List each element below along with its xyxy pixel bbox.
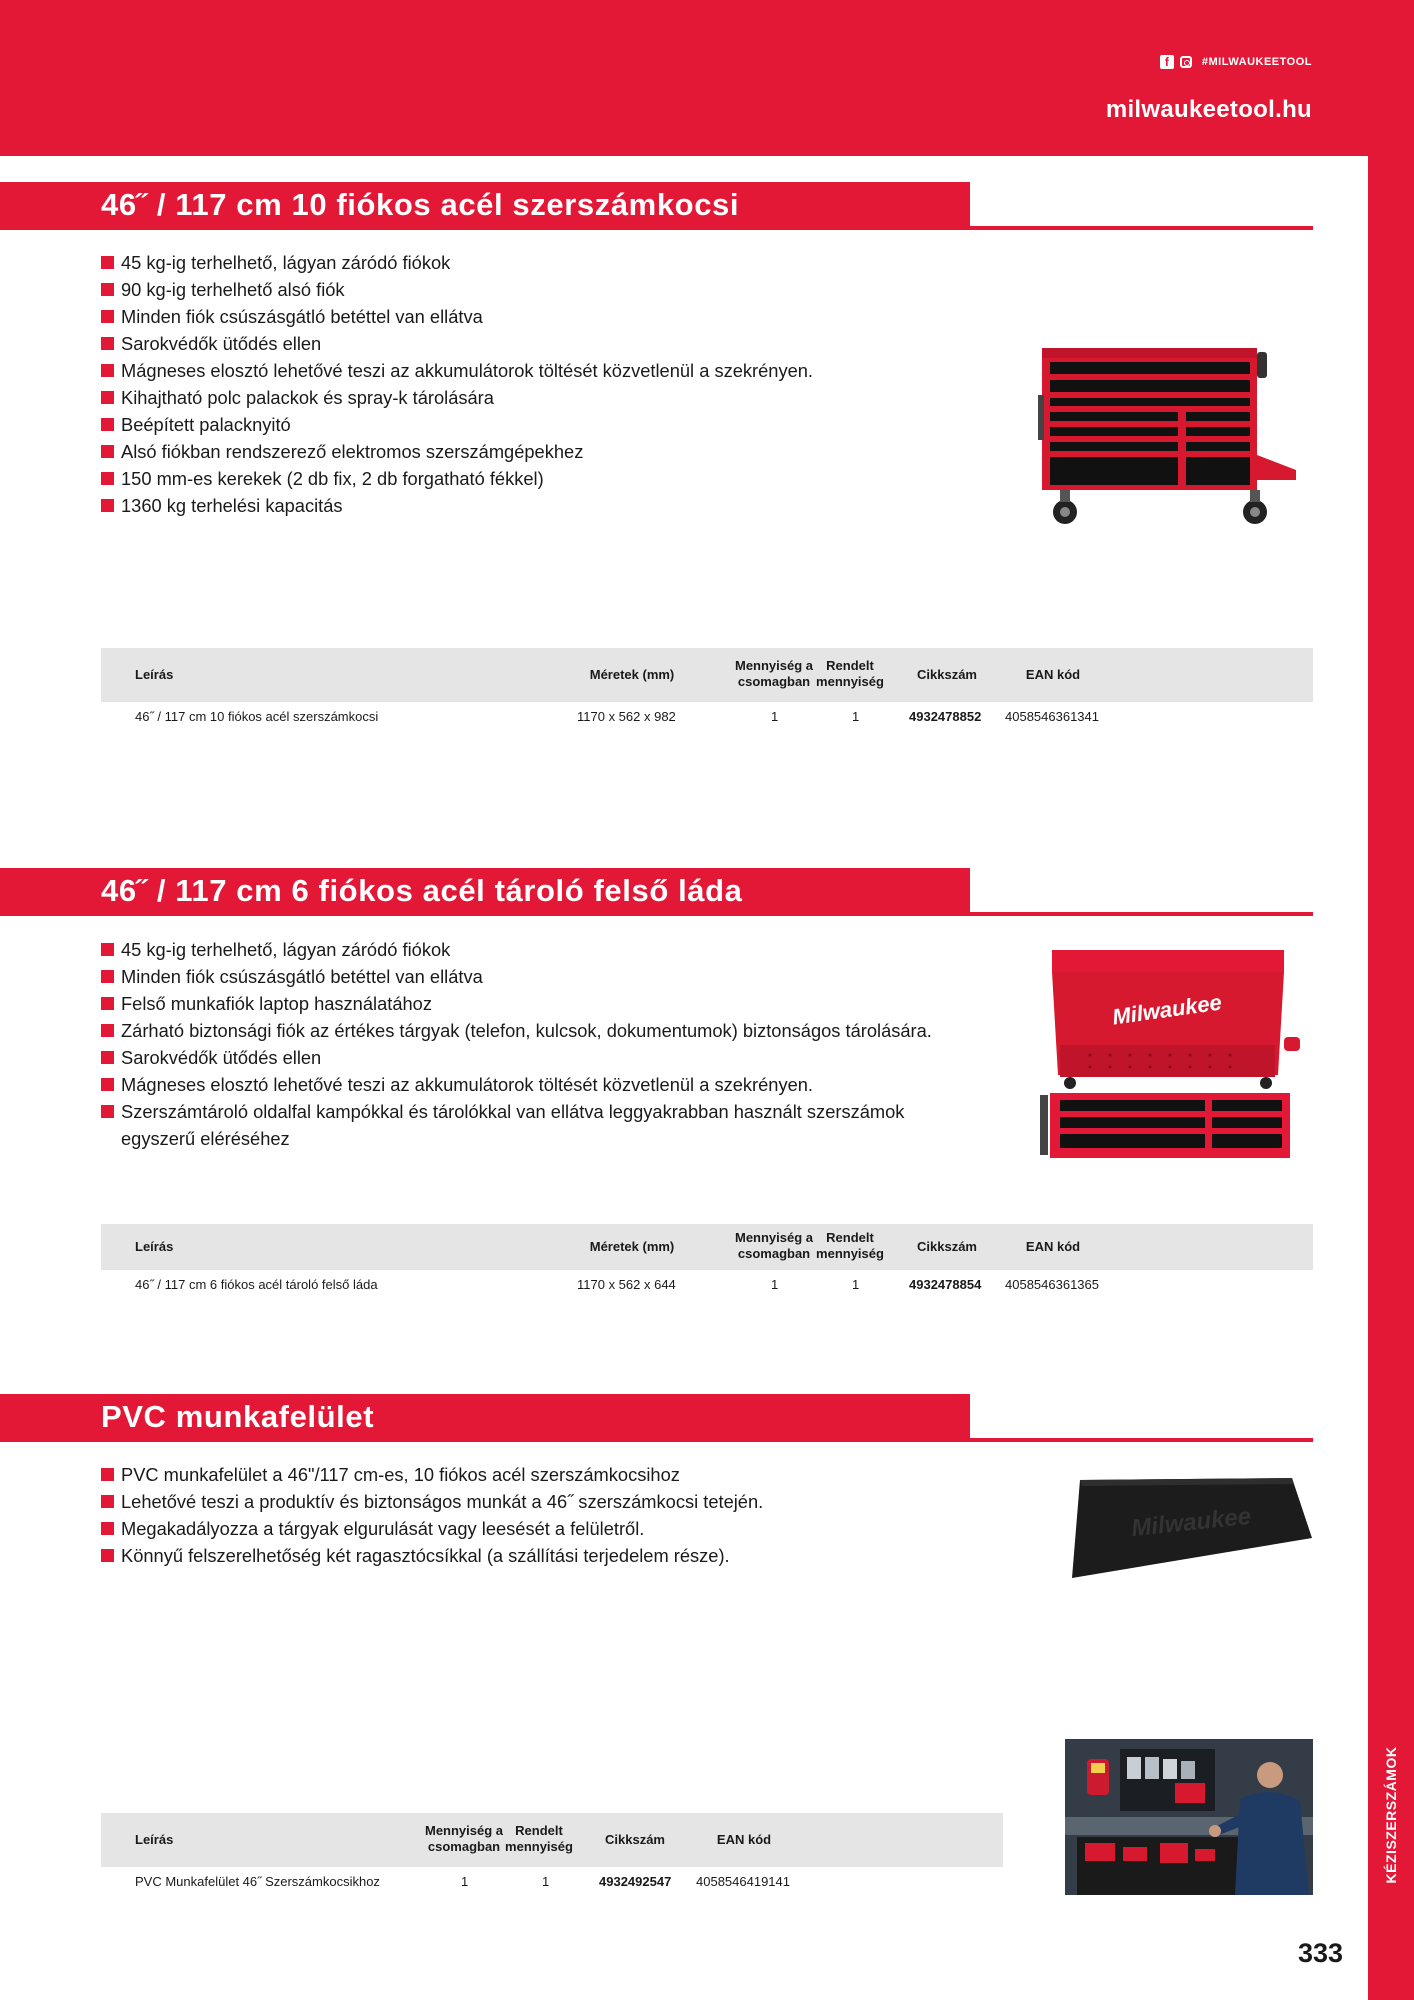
feature-item: 1360 kg terhelési kapacitás [101, 492, 813, 519]
col-header: Leírás [135, 667, 174, 682]
section-title: PVC munkafelület [101, 1399, 375, 1434]
col-header: Cikkszám [917, 667, 977, 682]
pvc-mat-image [1062, 1470, 1314, 1580]
section-header [0, 182, 970, 230]
table-row [101, 702, 1313, 732]
col-header: EAN kód [716, 1832, 772, 1847]
col-header: Rendelt mennyiség [816, 1230, 884, 1261]
section-title: 46˝ / 117 cm 6 fiókos acél tároló felső láda [101, 873, 743, 908]
instagram-icon[interactable] [1180, 56, 1192, 68]
col-header: Méretek (mm) [589, 1239, 675, 1254]
cell-pack-qty: 1 [771, 709, 779, 724]
cell-description: 46˝ / 117 cm 10 fiókos acél szerszámkocsi [135, 709, 379, 724]
top-chest-image [1030, 945, 1310, 1165]
cell-dimensions: 1170 x 562 x 644 [577, 1277, 676, 1292]
feature-item: 45 kg-ig terhelhető, lágyan záródó fiókok [101, 249, 813, 276]
col-header: Cikkszám [917, 1239, 977, 1254]
section-header [0, 868, 970, 916]
section-header [0, 1394, 970, 1442]
feature-item: Lehetővé teszi a produktív és biztonságos munkát a 46˝ szerszámkocsi tetején. [101, 1488, 763, 1515]
col-header: Leírás [135, 1239, 174, 1254]
tool-cart-image [1030, 340, 1310, 540]
section-divider [970, 1438, 1313, 1442]
section-divider [970, 226, 1313, 230]
workshop-photo [1065, 1739, 1313, 1895]
facebook-icon[interactable]: f [1160, 55, 1174, 69]
table-row [101, 1867, 1003, 1897]
cell-pack-qty: 1 [461, 1874, 469, 1889]
cell-article-number: 4932478852 [909, 709, 982, 724]
cell-pack-qty: 1 [771, 1277, 779, 1292]
col-header: Rendelt mennyiség [816, 658, 884, 689]
cell-order-qty: 1 [852, 1277, 860, 1292]
hashtag: #MILWAUKEETOOL [1201, 56, 1312, 68]
col-header: Cikkszám [605, 1832, 665, 1847]
feature-list [101, 1461, 763, 1569]
feature-list [101, 936, 961, 1152]
cell-ean: 4058546361341 [1005, 709, 1099, 724]
col-header: Mennyiség a csomagban [424, 1823, 504, 1854]
feature-item: 90 kg-ig terhelhető alsó fiók [101, 276, 813, 303]
cell-ean: 4058546419141 [696, 1874, 790, 1889]
cell-article-number: 4932492547 [599, 1874, 672, 1889]
spec-table [101, 648, 1313, 732]
table-header [101, 1224, 1313, 1270]
page-number: 333 [1298, 1938, 1344, 1968]
feature-item: Könnyű felszerelhetőség két ragasztócsíkkal (a szállítási terjedelem része). [101, 1542, 763, 1569]
feature-item: Minden fiók csúszásgátló betéttel van ellátva [101, 303, 813, 330]
cell-description: PVC Munkafelület 46˝ Szerszámkocsikhoz [135, 1874, 380, 1889]
feature-item: Szerszámtároló oldalfal kampókkal és tárolókkal van ellátva leggyakrabban használt szerszámok egyszerű eléréséhez [101, 1098, 961, 1152]
cell-description: 46˝ / 117 cm 6 fiókos acél tároló felső láda [135, 1277, 378, 1292]
cell-ean: 4058546361365 [1005, 1277, 1099, 1292]
section-title: 46˝ / 117 cm 10 fiókos acél szerszámkocsi [101, 187, 740, 222]
spec-table [101, 1224, 1313, 1300]
feature-item: Alsó fiókban rendszerező elektromos szerszámgépekhez [101, 438, 813, 465]
social-links [1160, 55, 1312, 69]
col-header: EAN kód [1025, 667, 1081, 682]
feature-item: Mágneses elosztó lehetővé teszi az akkumulátorok töltését közvetlenül a szekrényen. [101, 1071, 961, 1098]
website-link[interactable]: milwaukeetool.hu [1105, 96, 1312, 123]
feature-item: Beépített palacknyitó [101, 411, 813, 438]
col-header: Leírás [135, 1832, 174, 1847]
feature-list [101, 249, 813, 519]
feature-item: Minden fiók csúszásgátló betéttel van ellátva [101, 963, 961, 990]
feature-item: Megakadályozza a tárgyak elgurulását vagy leesését a felületről. [101, 1515, 763, 1542]
brand-logo: Milwaukee [1110, 989, 1224, 1030]
spec-table [101, 1813, 1003, 1897]
cell-article-number: 4932478854 [909, 1277, 982, 1292]
table-header [101, 1813, 1003, 1867]
col-header: Mennyiség a csomagban [734, 1230, 814, 1261]
feature-item: Felső munkafiók laptop használatához [101, 990, 961, 1017]
header-bar [0, 0, 1414, 156]
col-header: Méretek (mm) [589, 667, 675, 682]
feature-item: Sarokvédők ütődés ellen [101, 330, 813, 357]
section-divider [970, 912, 1313, 916]
feature-item: Zárható biztonsági fiók az értékes tárgyak (telefon, kulcsok, dokumentumok) biztonságos tárolására. [101, 1017, 961, 1044]
feature-item: Mágneses elosztó lehetővé teszi az akkumulátorok töltését közvetlenül a szekrényen. [101, 357, 813, 384]
feature-item: 150 mm-es kerekek (2 db fix, 2 db forgatható fékkel) [101, 465, 813, 492]
col-header: Mennyiség a csomagban [734, 658, 814, 689]
col-header: Rendelt mennyiség [505, 1823, 573, 1854]
table-row [101, 1270, 1313, 1300]
table-header [101, 648, 1313, 702]
cell-dimensions: 1170 x 562 x 982 [577, 709, 676, 724]
brand-logo: Milwaukee [1130, 1502, 1253, 1543]
feature-item: Sarokvédők ütődés ellen [101, 1044, 961, 1071]
col-header: EAN kód [1025, 1239, 1081, 1254]
feature-item: Kihajtható polc palackok és spray-k tárolására [101, 384, 813, 411]
feature-item: PVC munkafelület a 46"/117 cm-es, 10 fiókos acél szerszámkocsihoz [101, 1461, 763, 1488]
cell-order-qty: 1 [542, 1874, 550, 1889]
category-sidebar [1368, 156, 1414, 2000]
feature-item: 45 kg-ig terhelhető, lágyan záródó fiókok [101, 936, 961, 963]
category-label: KÉZISZERSZÁMOK [1383, 1746, 1399, 1884]
cell-order-qty: 1 [852, 709, 860, 724]
